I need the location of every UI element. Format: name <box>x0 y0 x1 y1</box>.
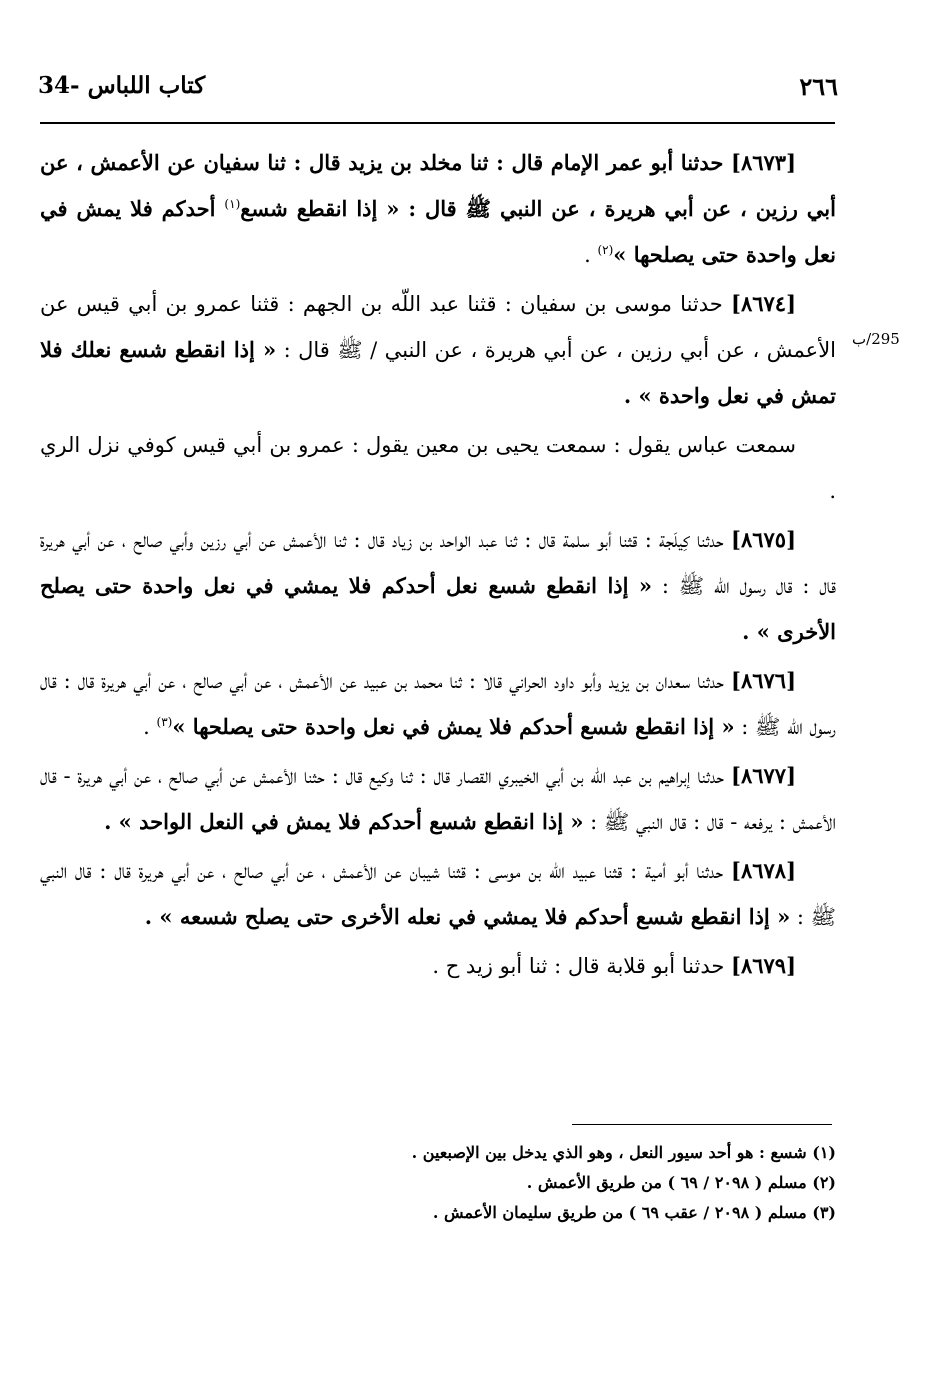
hadith-matn: « إذا انقطع شسع أحدكم فلا يمش في نعل واحدة حتى يصلحها » <box>172 714 735 739</box>
paragraph-tail: . <box>143 715 157 739</box>
hadith-paragraph-8677 <box>40 753 836 845</box>
hadith-matn: « إذا انقطع شسع <box>240 196 400 221</box>
hadith-matn: « إذا انقطع شسع نعلك فلا تمش في نعل واحدة » . <box>40 337 836 408</box>
footnote-ref: (٣) <box>156 715 173 729</box>
footnote-rule <box>572 1124 832 1125</box>
hadith-number: [٨٦٧٥] <box>731 527 796 552</box>
footnote-3: (٣) مسلم ( ٢٠٩٨ / عقب ٦٩ ) من طريق سليمان الأعمش . <box>432 1203 836 1222</box>
margin-folio-note: 295/ب <box>852 330 900 348</box>
comment-text: سمعت عباس يقول : سمعت يحيى بن معين يقول : عمرو بن أبي قيس كوفي نزل الري . <box>40 433 836 503</box>
hadith-number: [٨٦٧٣] <box>731 150 796 175</box>
page-number: ٢٦٦ <box>799 72 838 101</box>
hadith-paragraph-8674 <box>40 281 836 419</box>
footnote-ref: (٢) <box>597 243 614 257</box>
hadith-paragraph-8679 <box>40 943 836 989</box>
hadith-chain: حدثنا أبو عمر الإمام قال : ثنا مخلد بن يزيد قال : ثنا سفيان عن الأعمش ، عن أبي رزين ، عن أبي هريرة ، عن النبي ﷺ قال : <box>40 150 836 221</box>
hadith-body <box>40 140 836 992</box>
footnote-1: (١) شسع : هو أحد سيور النعل ، وهو الذي يدخل بين الإصبعين . <box>411 1143 836 1162</box>
hadith-chain: حدثنا إبراهيم بن عبد اللّه بن أبي الخيبري القصار قال : ثنا وكيع قال : حثنا الأعمش عن أبي صالح ، عن أبي هريرة - قال الأعمش : يرفعه - قال : قال النبي ﷺ : <box>40 764 836 834</box>
footnote-ref: (١) <box>224 197 241 211</box>
hadith-paragraph-8673 <box>40 140 836 278</box>
hadith-number: [٨٦٧٨] <box>731 858 796 883</box>
chapter-title: 34- كتاب اللباس <box>38 72 206 99</box>
hadith-number: [٨٦٧٦] <box>731 668 796 693</box>
paragraph-tail: . <box>584 243 598 267</box>
hadith-number: [٨٦٧٧] <box>731 763 796 788</box>
hadith-number: [٨٦٧٤] <box>731 291 796 316</box>
hadith-matn: « إذا انقطع شسع أحدكم فلا يمشي في نعله الأخرى حتى يصلح شسعه » . <box>144 904 791 929</box>
hadith-chain: حدثنا كِيلَجة : قثنا أبو سلمة قال : ثنا عبد الواحد بن زياد قال : ثنا الأعمش عن أبي رزين وأبي صالح ، عن أبي هريرة قال : قال رسول اللّه ﷺ : <box>40 528 836 598</box>
hadith-chain: حدثنا أبو أمية : قثنا عبيد اللّه بن موسى : قثنا شيبان عن الأعمش ، عن أبي صالح ، عن أبي هريرة قال : قال النبي ﷺ : <box>40 859 836 929</box>
hadith-paragraph-8676 <box>40 658 836 750</box>
hadith-matn: « إذا انقطع شسع نعل أحدكم فلا يمشي في نعل واحدة حتى يصلح الأخرى » . <box>40 573 836 644</box>
hadith-chain: حدثنا موسى بن سفيان : قثنا عبد اللّه بن الجهم : قثنا عمرو بن أبي قيس عن الأعمش ، عن أبي رزين ، عن أبي هريرة ، عن النبي / ﷺ قال : <box>40 292 837 362</box>
hadith-chain: حدثنا سعدان بن يزيد وأبو داود الحراني قالا : ثنا محمد بن عبيد عن الأعمش ، عن أبي صالح ، عن أبي هريرة قال : قال رسول اللّه ﷺ : <box>40 669 836 739</box>
footnote-2: (٢) مسلم ( ٢٠٩٨ / ٦٩ ) من طريق الأعمش . <box>526 1173 836 1192</box>
page-header <box>38 72 838 112</box>
hadith-chain: حدثنا أبو قلابة قال : ثنا أبو زيد ح . <box>432 954 731 978</box>
hadith-paragraph-8675 <box>40 517 836 655</box>
hadith-paragraph-8678 <box>40 848 836 940</box>
narrator-comment <box>40 422 836 514</box>
footnotes <box>330 1138 836 1228</box>
hadith-matn-cont: أحدكم فلا يمش في نعل واحدة حتى يصلحها » <box>40 196 836 267</box>
header-rule <box>40 122 835 124</box>
hadith-number: [٨٦٧٩] <box>731 953 796 978</box>
hadith-matn: « إذا انقطع شسع أحدكم فلا يمش في النعل الواحد » . <box>104 809 584 834</box>
